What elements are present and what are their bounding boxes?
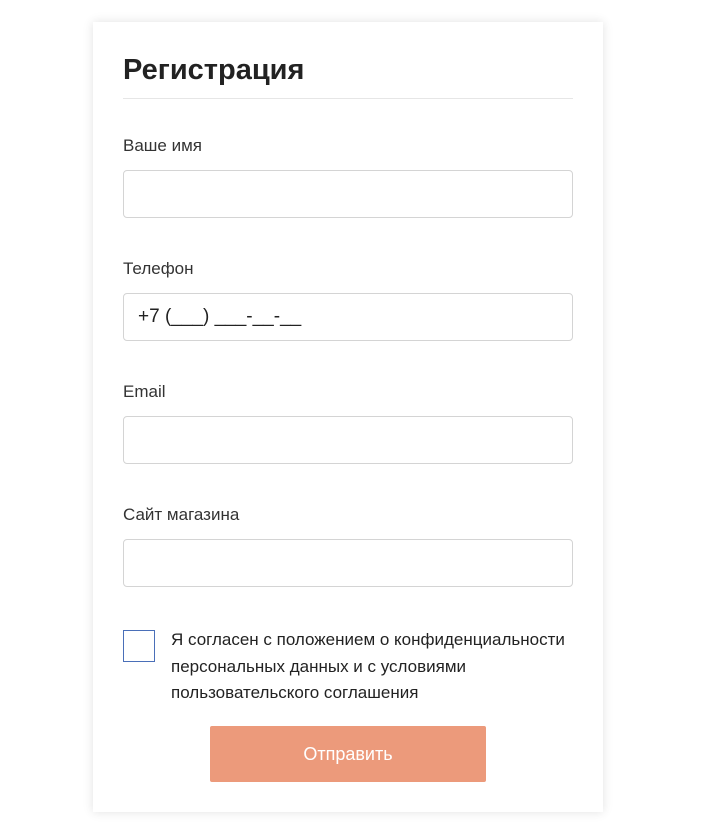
email-input[interactable] [123, 416, 573, 464]
title-divider [123, 98, 573, 99]
consent-text: Я согласен с положением о конфиденциальности персональных данных и с условиями пользовательского соглашения [171, 630, 565, 702]
phone-input[interactable] [123, 293, 573, 341]
name-label: Ваше имя [123, 136, 202, 155]
name-input[interactable] [123, 170, 573, 218]
email-label: Email [123, 382, 166, 401]
submit-button[interactable]: Отправить [210, 726, 486, 782]
phone-label: Телефон [123, 259, 194, 278]
shop-site-label: Сайт магазина [123, 505, 240, 524]
registration-card [93, 22, 603, 812]
consent-checkbox[interactable] [123, 630, 155, 662]
form-title: Регистрация [123, 54, 305, 86]
shop-site-input[interactable] [123, 539, 573, 587]
